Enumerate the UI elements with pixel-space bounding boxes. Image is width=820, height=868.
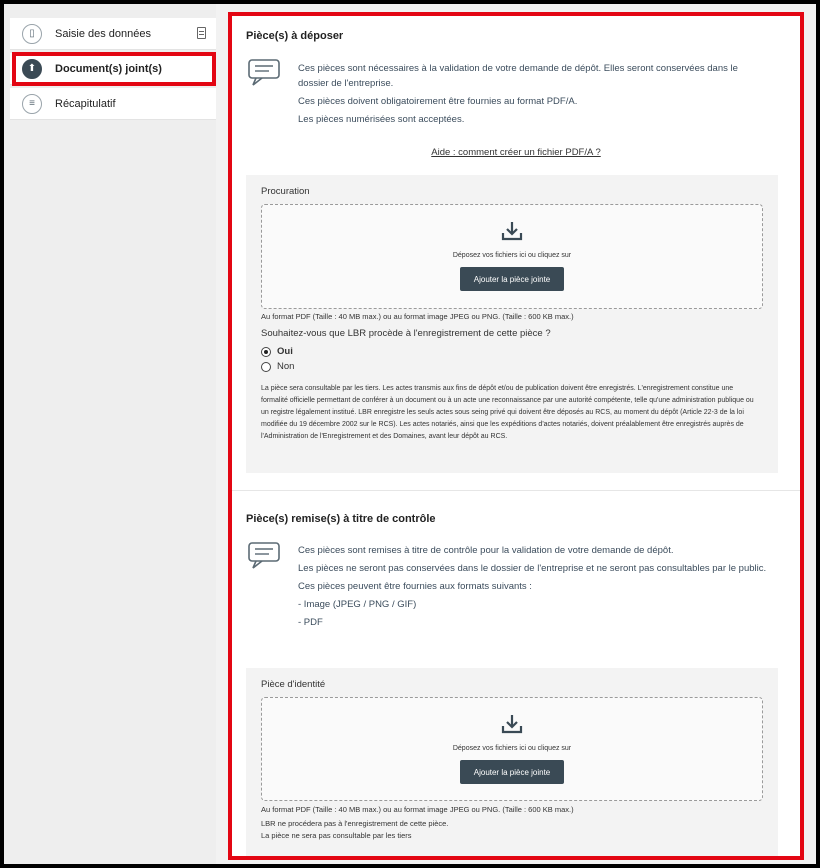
radio-label: Oui bbox=[277, 346, 293, 357]
info-line: Ces pièces peuvent être fournies aux formats suivants : bbox=[298, 581, 532, 592]
section-title-pieces-controle: Pièce(s) remise(s) à titre de contrôle bbox=[246, 513, 436, 525]
clipboard-icon: ≡ bbox=[22, 94, 42, 114]
chat-icon bbox=[246, 541, 284, 571]
sidebar-item-recapitulatif[interactable] bbox=[10, 88, 216, 120]
info-line: Ces pièces sont remises à titre de contrôle pour la validation de votre demande de dépôt. bbox=[298, 545, 674, 556]
sidebar-item-label: Récapitulatif bbox=[55, 97, 116, 110]
sidebar-item-label: Saisie des données bbox=[55, 27, 152, 40]
info-line: Les pièces numérisées sont acceptées. bbox=[298, 114, 465, 125]
info-line: - Image (JPEG / PNG / GIF) bbox=[298, 599, 417, 610]
edit-icon bbox=[197, 27, 206, 39]
sidebar-item-saisie[interactable] bbox=[10, 18, 216, 50]
app-frame bbox=[4, 4, 816, 864]
section2-info bbox=[298, 543, 768, 633]
radio-dot bbox=[261, 347, 271, 357]
info-line: - PDF bbox=[298, 617, 323, 628]
legal-text: La pièce sera consultable par les tiers. Les actes transmis aux fins de dépôt et/ou de publication doivent être enregistrés. L'enregistrement constitue une formalité officielle permettant de conférer à un document ou à un acte une reconnaissance par une autorité compétente, telle qu'une administration publique ou un registre légalement institué. LBR enregistre les seuls actes sous seing privé qui doivent être déposés au RCS, au moment du dépôt (Article 22-3 de la loi modifiée du 19 décembre 2002 sur le RCS). Les actes notariés, ainsi que les expéditions d'actes notariés, doivent préalablement être enregistrés auprès de l'Administration de l'Enregistrement et des Domaines, avant leur dépôt au RCS. bbox=[261, 385, 754, 440]
form-icon: ▯ bbox=[22, 24, 42, 44]
sidebar bbox=[4, 4, 216, 864]
download-icon bbox=[501, 220, 523, 242]
upload-card-procuration bbox=[246, 175, 778, 473]
add-attachment-button[interactable]: Ajouter la pièce jointe bbox=[460, 267, 564, 291]
add-attachment-button[interactable]: Ajouter la pièce jointe bbox=[460, 760, 564, 784]
radio-dot bbox=[261, 362, 271, 372]
visibility-note: La pièce ne sera pas consultable par les tiers bbox=[261, 831, 412, 840]
drop-text: Déposez vos fichiers ici ou cliquez sur bbox=[452, 745, 572, 752]
info-line: Ces pièces sont nécessaires à la validation de votre demande de dépôt. Elles seront conservées dans le dossier de l'entreprise. bbox=[298, 63, 738, 89]
card-title: Pièce d'identité bbox=[261, 679, 326, 690]
radio-oui[interactable] bbox=[261, 346, 293, 357]
download-icon bbox=[501, 713, 523, 735]
registration-note: LBR ne procédera pas à l'enregistrement de cette pièce. bbox=[261, 819, 449, 828]
radio-label: Non bbox=[277, 361, 295, 372]
info-line: Les pièces ne seront pas conservées dans le dossier de l'entreprise et ne seront pas consultables par le public. bbox=[298, 563, 767, 574]
dropzone[interactable] bbox=[261, 697, 763, 801]
main-panel bbox=[228, 12, 804, 860]
drop-text: Déposez vos fichiers ici ou cliquez sur bbox=[452, 252, 572, 259]
card-title: Procuration bbox=[261, 186, 310, 197]
format-note: Au format PDF (Taille : 40 MB max.) ou au format image JPEG ou PNG. (Taille : 600 KB max.) bbox=[261, 312, 574, 321]
help-pdfa-link[interactable]: Aide : comment créer un fichier PDF/A ? bbox=[431, 147, 601, 158]
dropzone[interactable] bbox=[261, 204, 763, 309]
cloud-upload-icon: ⬆ bbox=[22, 59, 42, 79]
section1-info bbox=[298, 61, 768, 130]
chat-icon bbox=[246, 58, 284, 88]
registration-question: Souhaitez-vous que LBR procède à l'enregistrement de cette pièce ? bbox=[261, 328, 551, 339]
upload-card-identite bbox=[246, 668, 778, 860]
info-line: Ces pièces doivent obligatoirement être fournies au format PDF/A. bbox=[298, 96, 578, 107]
section-divider bbox=[232, 490, 800, 491]
format-note: Au format PDF (Taille : 40 MB max.) ou au format image JPEG ou PNG. (Taille : 600 KB max.) bbox=[261, 805, 574, 814]
highlight-box bbox=[12, 52, 216, 86]
section-title-pieces-a-deposer: Pièce(s) à déposer bbox=[246, 30, 344, 42]
radio-non[interactable] bbox=[261, 361, 294, 372]
sidebar-item-label: Document(s) joint(s) bbox=[55, 62, 162, 75]
